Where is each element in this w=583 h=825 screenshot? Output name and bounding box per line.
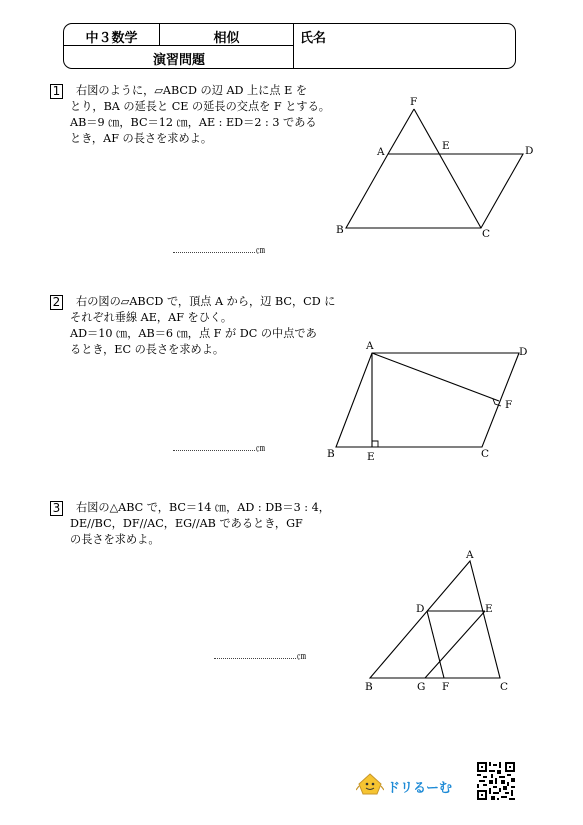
figure-parallelogram-2 (323, 335, 538, 470)
footer-logo (356, 772, 466, 798)
subject-label: 中３数学 (85, 31, 138, 46)
answer-unit: ㎝ (256, 444, 266, 454)
line-fa (388, 109, 414, 154)
question-line: AB＝9 ㎝，BC＝12 ㎝，AE : ED＝2 : 3 である (70, 116, 317, 129)
answer-line[interactable] (173, 240, 255, 253)
line-eg (425, 611, 485, 678)
point-label-d: D (525, 145, 534, 157)
point-label-c: C (481, 448, 490, 460)
point-label-d: D (416, 603, 425, 615)
subtitle-label: 演習問題 (152, 53, 205, 68)
question-line: 右図のように，▱ABCD の辺 AD 上に点 E を (76, 84, 308, 97)
point-label-f: F (442, 681, 450, 693)
line-fc (414, 109, 481, 228)
question-line: DE//BC，DF//AC，EG//AB であるとき，GF (70, 517, 303, 530)
point-label-e: E (442, 140, 450, 152)
right-angle-mark-e (372, 441, 378, 447)
point-label-b: B (365, 681, 373, 693)
question-number: 1 (50, 84, 63, 99)
question-text (70, 83, 330, 147)
name-label: 氏名 (300, 31, 327, 46)
question-line: 右図の△ABC で，BC＝14 ㎝，AD : DB＝3 : 4， (76, 501, 330, 514)
figure-parallelogram-1 (330, 92, 540, 242)
question-text (70, 500, 330, 548)
triangle-abc (370, 561, 500, 678)
figure-triangle-3 (355, 545, 530, 700)
logo-text: ドリるーむ (387, 781, 453, 796)
point-label-a: A (377, 146, 385, 158)
point-label-f: F (505, 399, 513, 411)
parallelogram-abcd (336, 353, 519, 447)
question-line: の長さを求めよ。 (70, 533, 160, 546)
point-label-a: A (466, 549, 474, 561)
question-line: とき，AF の長さを求めよ。 (70, 132, 213, 145)
question-line: とり，BA の延長と CE の延長の交点を F とする。 (70, 100, 330, 113)
point-label-b: B (336, 224, 344, 236)
line-df (427, 611, 444, 678)
point-label-e: E (367, 451, 375, 463)
point-label-d: D (519, 346, 528, 358)
parallelogram-abcd (346, 154, 523, 228)
question-line: るとき，EC の長さを求めよ。 (70, 343, 225, 356)
question-line: それぞれ垂線 AE，AF をひく。 (70, 311, 233, 324)
question-number: 2 (50, 295, 63, 310)
qr-code-icon (477, 762, 515, 800)
header-box (63, 23, 516, 69)
point-label-e: E (485, 603, 493, 615)
point-label-c: C (500, 681, 509, 693)
answer-line[interactable] (173, 438, 255, 451)
answer-unit: ㎝ (256, 246, 266, 256)
question-line: AD＝10 ㎝，AB＝6 ㎝，点 F が DC の中点であ (70, 327, 317, 340)
point-label-b: B (327, 448, 335, 460)
answer-unit: ㎝ (297, 652, 307, 662)
pencil-mascot-icon (356, 772, 384, 798)
point-label-c: C (482, 228, 491, 240)
unit-label: 相似 (213, 31, 240, 46)
point-label-g: G (417, 681, 426, 693)
point-label-f: F (410, 96, 418, 108)
answer-line[interactable] (214, 646, 296, 659)
question-text (70, 294, 336, 358)
question-number: 3 (50, 501, 63, 516)
point-label-a: A (366, 340, 374, 352)
perpendicular-af (372, 353, 499, 401)
question-line: 右の図の▱ABCD で，頂点 A から，辺 BC，CD に (76, 295, 336, 308)
